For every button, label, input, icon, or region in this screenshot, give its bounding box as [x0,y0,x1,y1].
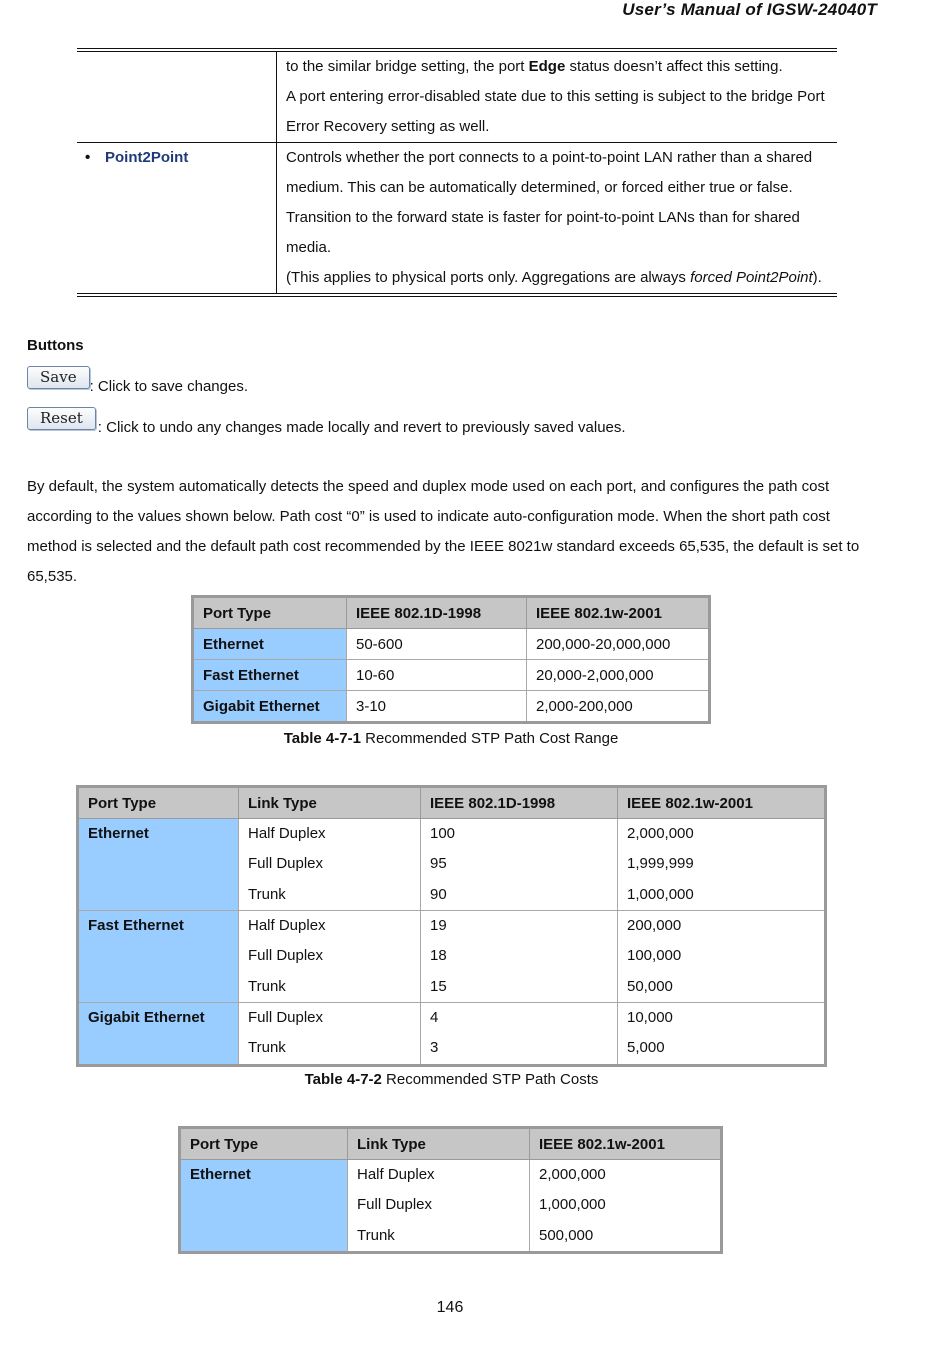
link-type: Full Duplex [248,855,324,873]
column-header: IEEE 802.1w-2001 [530,1128,722,1160]
d1998-cell [421,911,618,1003]
table-header-row [78,787,826,819]
param-desc-cell [277,143,837,293]
desc-text: (This applies to physical ports only. Aggregations are always [286,269,691,286]
path-cost-range-table [191,595,711,724]
bullet-icon: • [85,149,91,166]
port-type-cell: Gigabit Ethernet [193,691,347,723]
cost-value: 1,999,999 [627,855,694,873]
link-type: Trunk [248,977,286,995]
table-cell: 20,000-2,000,000 [527,660,710,691]
link-type: Trunk [357,1226,395,1244]
link-type-cell [239,1003,421,1066]
cost-value: 10,000 [627,1009,673,1026]
caption-text: Recommended STP Path Cost Range [360,730,619,747]
param-row-point2point [77,142,837,293]
port-type-cell: Ethernet [180,1160,348,1253]
rstp-path-costs-table [178,1126,723,1254]
port-type-cell: Ethernet [193,629,347,660]
param-desc-line: Controls whether the port connects to a point-to-point LAN rather than a shared medium. This can be automatically determined, or forced either true or false. Transition to the forward state is faster for point-to-point LANs than for shared media. [286,149,813,256]
param-name-point2point [85,143,276,173]
cost-value: 1,000,000 [627,885,694,903]
w2001-cell [618,819,826,911]
save-button-row [27,366,248,395]
param-name-cell [77,143,277,293]
w2001-cell [618,911,826,1003]
link-type: Half Duplex [357,1166,435,1183]
column-header: IEEE 802.1D-1998 [347,597,527,629]
cost-value: 19 [430,917,447,934]
d1998-cell [421,819,618,911]
link-type: Full Duplex [357,1196,433,1214]
cost-value: 95 [430,855,447,873]
cost-value: 15 [430,977,447,995]
column-header: Port Type [180,1128,348,1160]
d1998-cell [421,1003,618,1066]
port-type-cell: Fast Ethernet [78,911,239,1003]
path-costs-table [76,785,827,1067]
cost-value: 200,000 [627,917,682,934]
column-header: Link Type [239,787,421,819]
reset-button-description: : Click to undo any changes made locally and revert to previously saved values. [97,419,626,436]
table-caption [76,1071,827,1088]
port-type-cell: Gigabit Ethernet [78,1003,239,1066]
port-type-cell: Ethernet [78,819,239,911]
table-row [78,1003,826,1066]
caption-number: Table 4-7-1 [283,730,361,747]
param-desc-cell [277,52,837,142]
cost-value: 5,000 [627,1039,665,1057]
cost-value: 4 [430,1009,439,1026]
param-name-cell-empty [77,52,277,142]
table-row [78,819,826,911]
desc-text: status doesn’t affect this setting. [565,58,783,75]
table-cell: 50-600 [347,629,527,660]
table-header-row [180,1128,722,1160]
column-header: IEEE 802.1w-2001 [527,597,710,629]
cost-value: 18 [430,947,447,965]
link-type: Half Duplex [248,825,326,842]
param-desc-line [286,263,827,293]
table-cell: 200,000-20,000,000 [527,629,710,660]
desc-bold-edge: Edge [528,58,566,75]
param-desc-line: A port entering error-disabled state due to this setting is subject to the bridge Port Error Recovery setting as well. [286,88,825,135]
w2001-cell [618,1003,826,1066]
desc-italic: forced Point2Point [690,269,813,286]
path-cost-paragraph: By default, the system automatically detects the speed and duplex mode used on each port, and configures the path cost according to the values shown below. Path cost “0” is used to indicate auto-configuration mode. When the short path cost method is selected and the default path cost recommended by the IEEE 8021w standard exceeds 65,535, the default is set to 65,535. [27,478,860,585]
reset-button[interactable]: Reset [27,407,96,430]
link-type: Full Duplex [248,947,324,965]
table-caption [191,730,711,747]
table-row [180,1160,722,1253]
cost-value: 100,000 [627,947,682,965]
caption-number: Table 4-7-2 [304,1071,382,1088]
param-row-edge-continuation [77,52,837,142]
table-row [193,629,710,660]
desc-text: ). [812,269,822,286]
port-type-cell: Fast Ethernet [193,660,347,691]
cost-value: 2,000,000 [539,1166,606,1183]
table-row [193,660,710,691]
link-type: Trunk [248,885,286,903]
link-type-cell [348,1160,530,1253]
cost-value: 50,000 [627,977,673,995]
save-button[interactable]: Save [27,366,90,389]
reset-button-row [27,407,626,436]
cost-value: 2,000,000 [627,825,694,842]
caption-text: Recommended STP Path Costs [381,1071,599,1088]
table-cell: 3-10 [347,691,527,723]
save-button-description: : Click to save changes. [89,378,248,395]
link-type-cell [239,911,421,1003]
cost-value: 90 [430,885,447,903]
link-type-cell [239,819,421,911]
link-type: Trunk [248,1039,286,1057]
column-header: Port Type [193,597,347,629]
w2001-cell [530,1160,722,1253]
parameter-table [77,48,837,297]
manual-header: User’s Manual of IGSW-24040T [622,0,877,19]
column-header: IEEE 802.1w-2001 [618,787,826,819]
column-header: Link Type [348,1128,530,1160]
table-row [193,691,710,723]
desc-text: to the similar bridge setting, the port [286,58,529,75]
column-header: Port Type [78,787,239,819]
cost-value: 100 [430,825,456,842]
cost-value: 500,000 [539,1226,594,1244]
param-desc-line [286,52,827,82]
table-row [78,911,826,1003]
link-type: Half Duplex [248,917,326,934]
buttons-section-title: Buttons [27,337,84,354]
param-name-label: Point2Point [105,149,189,166]
cost-value: 3 [430,1039,439,1057]
page-number: 146 [436,1299,464,1316]
table-cell: 10-60 [347,660,527,691]
cost-value: 1,000,000 [539,1196,606,1214]
link-type: Full Duplex [248,1009,324,1026]
table-header-row [193,597,710,629]
table-cell: 2,000-200,000 [527,691,710,723]
column-header: IEEE 802.1D-1998 [421,787,618,819]
